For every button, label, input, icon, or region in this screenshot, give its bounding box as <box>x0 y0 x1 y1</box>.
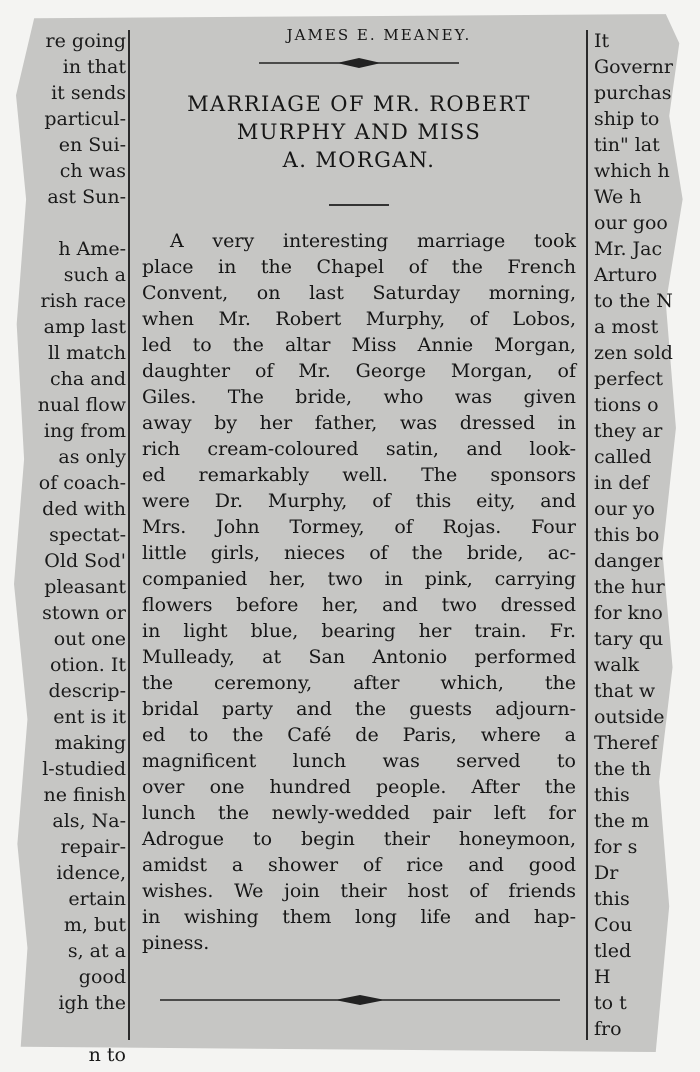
text-line: to t <box>594 992 627 1014</box>
text-line: our yo <box>594 498 655 520</box>
text-line: Arturo <box>594 264 658 286</box>
text-line: H <box>594 966 611 988</box>
text-line: lunch the newly-wedded pair left for <box>142 802 576 824</box>
text-line: otion. It <box>49 654 126 676</box>
text-line: this <box>594 784 630 806</box>
text-line: ed remarkably well. The sponsors <box>142 464 576 486</box>
text-line <box>20 210 126 236</box>
text-line: Old Sod' <box>44 550 126 572</box>
text-line: stown or <box>42 602 126 624</box>
text-line: idence, <box>56 862 126 884</box>
text-line: n to <box>88 1044 126 1066</box>
text-line: igh the <box>58 992 126 1014</box>
text-line: zen sold <box>594 342 673 364</box>
text-line: ast Sun- <box>47 186 126 208</box>
text-line: ll match <box>47 342 126 364</box>
text-line: cha and <box>50 368 126 390</box>
text-line: place in the Chapel of the French <box>142 256 576 278</box>
text-line <box>20 1016 126 1042</box>
text-line: over one hundred people. After the <box>142 776 576 798</box>
text-line: the m <box>594 810 650 832</box>
text-line: this bo <box>594 524 660 546</box>
text-line: daughter of Mr. George Morgan, of <box>142 360 576 382</box>
text-line: magnificent lunch was served to <box>142 750 576 772</box>
text-line: the ceremony, after which, the <box>142 672 576 694</box>
text-line: the th <box>594 758 652 780</box>
text-line: tions o <box>594 394 659 416</box>
text-line: Mr. Jac <box>594 238 663 260</box>
text-line: this <box>594 888 630 910</box>
text-line: Convent, on last Saturday morning, <box>142 282 576 304</box>
text-line: in that <box>62 56 126 78</box>
text-line: perfect <box>594 368 664 390</box>
text-line: rich cream-coloured satin, and look- <box>142 438 576 460</box>
text-line: our goo <box>594 212 668 234</box>
text-line: piness. <box>142 932 210 954</box>
text-line: Giles. The bride, who was given <box>142 386 576 408</box>
headline-line: A. MORGAN. <box>282 148 436 172</box>
text-line: in def <box>594 472 649 494</box>
text-line: ch was <box>59 160 126 182</box>
top-ornament-rule <box>259 56 459 70</box>
text-line: in wishing them long life and hap- <box>142 906 576 928</box>
text-line: A very interesting marriage took <box>170 230 576 252</box>
story-body <box>136 228 582 956</box>
text-line: m, but <box>63 914 126 936</box>
text-line: re going <box>45 30 126 52</box>
text-line: when Mr. Robert Murphy, of Lobos, <box>142 308 576 330</box>
text-line: Adrogue to begin their honeymoon, <box>142 828 576 850</box>
right-column-rule <box>586 30 588 1040</box>
text-line: danger <box>594 550 663 572</box>
text-line: out one <box>53 628 126 650</box>
text-line: they ar <box>594 420 663 442</box>
text-line: which h <box>594 160 670 182</box>
bottom-ornament-rule <box>160 992 560 1008</box>
text-line: of coach- <box>38 472 126 494</box>
text-line: outside <box>594 706 665 728</box>
text-line: ing from <box>43 420 126 442</box>
text-line: particul- <box>44 108 126 130</box>
text-line: companied her, two in pink, carrying <box>142 568 576 590</box>
text-line: making <box>54 732 126 754</box>
text-line: rish race <box>40 290 126 312</box>
text-line: ed to the Café de Paris, where a <box>142 724 576 746</box>
text-line: for s <box>594 836 638 858</box>
text-line: amp last <box>43 316 126 338</box>
text-line: nual flow <box>37 394 126 416</box>
text-line: ent is it <box>53 706 126 728</box>
text-line: Mrs. John Tormey, of Rojas. Four <box>142 516 576 538</box>
text-line: spectat- <box>49 524 126 546</box>
headline-line: MURPHY AND MISS <box>236 120 482 144</box>
headline <box>136 90 582 174</box>
text-line: bridal party and the guests adjourn- <box>142 698 576 720</box>
text-line: flowers before her, and two dressed <box>142 594 576 616</box>
text-line: were Dr. Murphy, of this eity, and <box>142 490 576 512</box>
text-line: it sends <box>51 82 126 104</box>
section-divider <box>329 204 389 206</box>
text-line: tled <box>594 940 632 962</box>
text-line: pleasant <box>44 576 126 598</box>
text-line: led to the altar Miss Annie Morgan, <box>142 334 576 356</box>
text-line: We h <box>594 186 642 208</box>
text-line: ertain <box>68 888 126 910</box>
text-line: l-studied <box>42 758 126 780</box>
text-line: Mulleady, at San Antonio performed <box>142 646 576 668</box>
text-line: little girls, nieces of the bride, ac- <box>142 542 576 564</box>
text-line: away by her father, was dressed in <box>142 412 576 434</box>
text-line: Governr <box>594 56 673 78</box>
text-line: en Sui- <box>58 134 126 156</box>
text-line: tary qu <box>594 628 664 650</box>
text-line: as only <box>58 446 126 468</box>
text-line: It <box>594 30 610 52</box>
text-line: that w <box>594 680 656 702</box>
text-line: to the N <box>594 290 673 312</box>
text-line: the hur <box>594 576 665 598</box>
text-line: ne finish <box>43 784 126 806</box>
text-line: Dr <box>594 862 619 884</box>
article-column <box>136 24 582 956</box>
text-line: ded with <box>42 498 126 520</box>
running-head: JAMES E. MEANEY. <box>286 26 472 44</box>
text-line: called <box>594 446 652 468</box>
text-line: such a <box>63 264 126 286</box>
text-line: Cou <box>594 914 633 936</box>
text-line: fro <box>594 1018 622 1040</box>
text-line: ship to <box>594 108 660 130</box>
text-line: for kno <box>594 602 663 624</box>
text-line: descrip- <box>48 680 126 702</box>
left-column-fragment <box>20 28 126 1068</box>
text-line: h Ame- <box>58 238 126 260</box>
text-line: a most <box>594 316 659 338</box>
right-column-fragment <box>594 28 686 1042</box>
text-line: Theref <box>594 732 658 754</box>
text-line: als, Na- <box>52 810 126 832</box>
text-line: s, at a <box>67 940 126 962</box>
text-line: wishes. We join their host of friends <box>142 880 576 902</box>
text-line: in light blue, bearing her train. Fr. <box>142 620 576 642</box>
text-line: walk <box>594 654 640 676</box>
text-line: purchas <box>594 82 672 104</box>
text-line: good <box>78 966 126 988</box>
left-column-rule <box>128 30 130 1040</box>
text-line: amidst a shower of rice and good <box>142 854 576 876</box>
headline-line: MARRIAGE OF MR. ROBERT <box>187 92 531 116</box>
text-line: tin" lat <box>594 134 660 156</box>
text-line: repair- <box>60 836 126 858</box>
